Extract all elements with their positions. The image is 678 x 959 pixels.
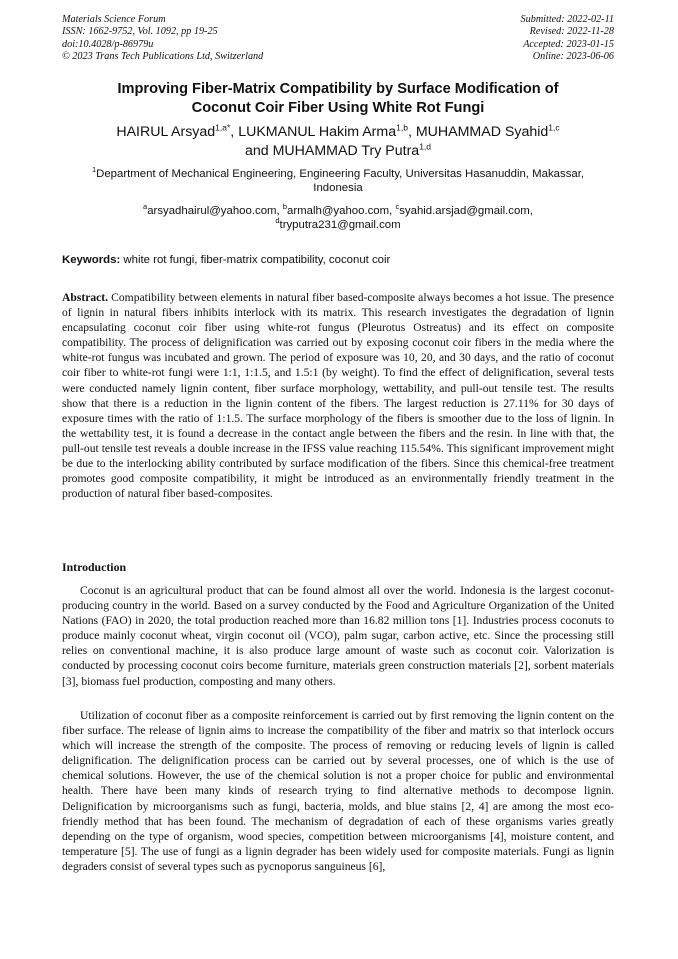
author-sup: 1,d	[419, 141, 432, 152]
affiliation-line-1	[62, 167, 614, 181]
author-sup: 1,a*	[215, 122, 231, 133]
email-list	[62, 204, 614, 232]
email-address[interactable]: armalh@yahoo.com,	[287, 205, 396, 217]
author-name: HAIRUL Arsyad	[116, 124, 216, 140]
keywords	[62, 253, 614, 267]
author-sup: 1,b	[396, 122, 408, 133]
title-line-1: Improving Fiber-Matrix Compatibility by Surface Modification of	[117, 81, 559, 97]
date-online: Online: 2023-06-06	[532, 51, 614, 63]
email-sup: b	[282, 202, 288, 212]
author-name: MUHAMMAD Syahid	[415, 124, 549, 140]
paragraph-text: Coconut is an agricultural product that can be found almost all over the world. Indonesia is the largest coconut-producing country in the world. Based on a survey conducted by the Food and Agriculture Organization of the United Nations (FAO) in 2020, the total production reached more than 16.82 million tons [1]. Industries process coconuts to produce mainly coconut wheat, virgin coconut oil (VCO), palm sugar, carbon active, etc. Since the processing still relies on conventional machine, it is also produce large amount of waste such as coconut coir. Valorization is conducted by processing coconut coirs become furniture, materials green construction materials [2], sorbent materials [3], biomass fuel production, composting and many others.	[62, 584, 614, 688]
section-heading-introduction: Introduction	[62, 560, 127, 574]
abstract-text: Compatibility between elements in natural fiber based-composite always becomes a hot issue. The presence of lignin in natural fibers inhibits interlock with its matrix. This research investigates the degradation of lignin encapsulating coconut coir fiber using white-rot fungus (Pleurotus Ostreatus) and its effect on composite compatibility. The process of delignification was carried out by exposing coconut coir fibers in the media where the white-rot fungus was incubated and grown. The period of exposure was 10, 20, and 30 days, and the ratio of coconut coir fiber to white-rot fungi were 1:1, 1:1.5, and 1.5:1 (by weight). To find the effect of delignification, several tests were conducted namely lignin content, fiber surface morphology, wettability, and pull-out tensile test. The results show that there is a reduction in the lignin content of the fibers. The largest reduction is 27.11% for 30 days of exposure times with the ratio of 1:1.5. The surface morphology of the fibers is smoother due to the loss of lignin. In the wettability test, it is found a decrease in the contact angle between the fibers and the resin. In line with that, the pull-out tensile test reveals a double increase in the IFSS value reaching 115.54%. This significant improvement might be due to the interlocking ability contributed by surface modification of the fibers. Since this chemical-free treatment promotes good composite compatibility, it might be introduced as an environmentally friendly treatment in the production of natural fiber based-composites.	[62, 291, 614, 501]
keywords-text: white rot fungi, fiber-matrix compatibility, coconut coir	[120, 254, 391, 266]
paragraph-text: Utilization of coconut fiber as a composite reinforcement is carried out by first removing the lignin content on the fiber surface. The release of lignin aims to increase the compatibility of the fiber and matrix so that interlock occurs which will increase the strength of the composite. The process of removing or reducing levels of lignin is called delignification. The delignification process can be carried out by several processes, one of which is the use of chemical solutions. However, the use of the chemical solution is not a proper choice for public and environmental health. There have been many kinds of research trying to find alternative methods to decompose lignin. Delignification by microorganisms such as fungi, bacteria, molds, and blue stains [2, 4] are among the most eco-friendly method that has been found. The mechanism of degradation of each of these organisms varies greatly depending on the type of organism, wood species, competition between microorganisms [4], moisture content, and temperature [5]. The use of fungi as a lignin degrader has been widely used for composite materials. Fungi as lignin degraders consist of several types such as pycnoporus sanguineus [6],	[62, 709, 614, 873]
affiliation	[62, 167, 614, 195]
journal-doi: doi:10.4028/p-86979u	[62, 38, 154, 50]
affiliation-sup: 1	[91, 165, 97, 175]
author-name: and MUHAMMAD Try Putra	[244, 143, 420, 159]
author-separator: ,	[230, 124, 239, 140]
email-address[interactable]: tryputra231@gmail.com	[279, 219, 401, 231]
email-sup: a	[143, 202, 148, 212]
email-sup: d	[275, 216, 280, 226]
introduction-paragraph-1	[62, 583, 614, 689]
journal-name: Materials Science Forum	[62, 14, 166, 25]
email-line-2	[62, 218, 614, 232]
email-address[interactable]: syahid.arsjad@gmail.com,	[399, 205, 533, 217]
abstract	[62, 290, 614, 501]
date-revised: Revised: 2022-11-28	[529, 26, 614, 38]
author-sup: 1,c	[548, 122, 560, 133]
title-line-2: Coconut Coir Fiber Using White Rot Fungi	[191, 100, 485, 116]
author-name: LUKMANUL Hakim Arma	[238, 124, 397, 140]
affiliation-text: Department of Mechanical Engineering, Engineering Faculty, Universitas Hasanuddin, Makassar,	[96, 168, 585, 180]
date-submitted: Submitted: 2022-02-11	[520, 14, 614, 25]
email-address[interactable]: arsyadhairul@yahoo.com,	[147, 205, 283, 217]
keywords-label: Keywords:	[62, 254, 121, 266]
journal-issn: ISSN: 1662-9752, Vol. 1092, pp 19-25	[62, 26, 218, 38]
abstract-label: Abstract.	[62, 291, 109, 304]
journal-copyright: © 2023 Trans Tech Publications Ltd, Switzerland	[62, 51, 264, 63]
email-sup: c	[395, 202, 400, 212]
journal-info	[62, 14, 263, 64]
introduction-paragraph-2	[62, 708, 614, 874]
article-dates	[521, 14, 614, 64]
date-accepted: Accepted: 2023-01-15	[523, 38, 614, 50]
affiliation-line-2: Indonesia	[313, 182, 363, 194]
author-line-1	[62, 123, 614, 142]
author-list	[62, 123, 614, 161]
author-line-2	[62, 142, 614, 161]
email-line-1	[62, 204, 614, 218]
paper-title	[62, 80, 614, 118]
author-separator: ,	[407, 124, 416, 140]
